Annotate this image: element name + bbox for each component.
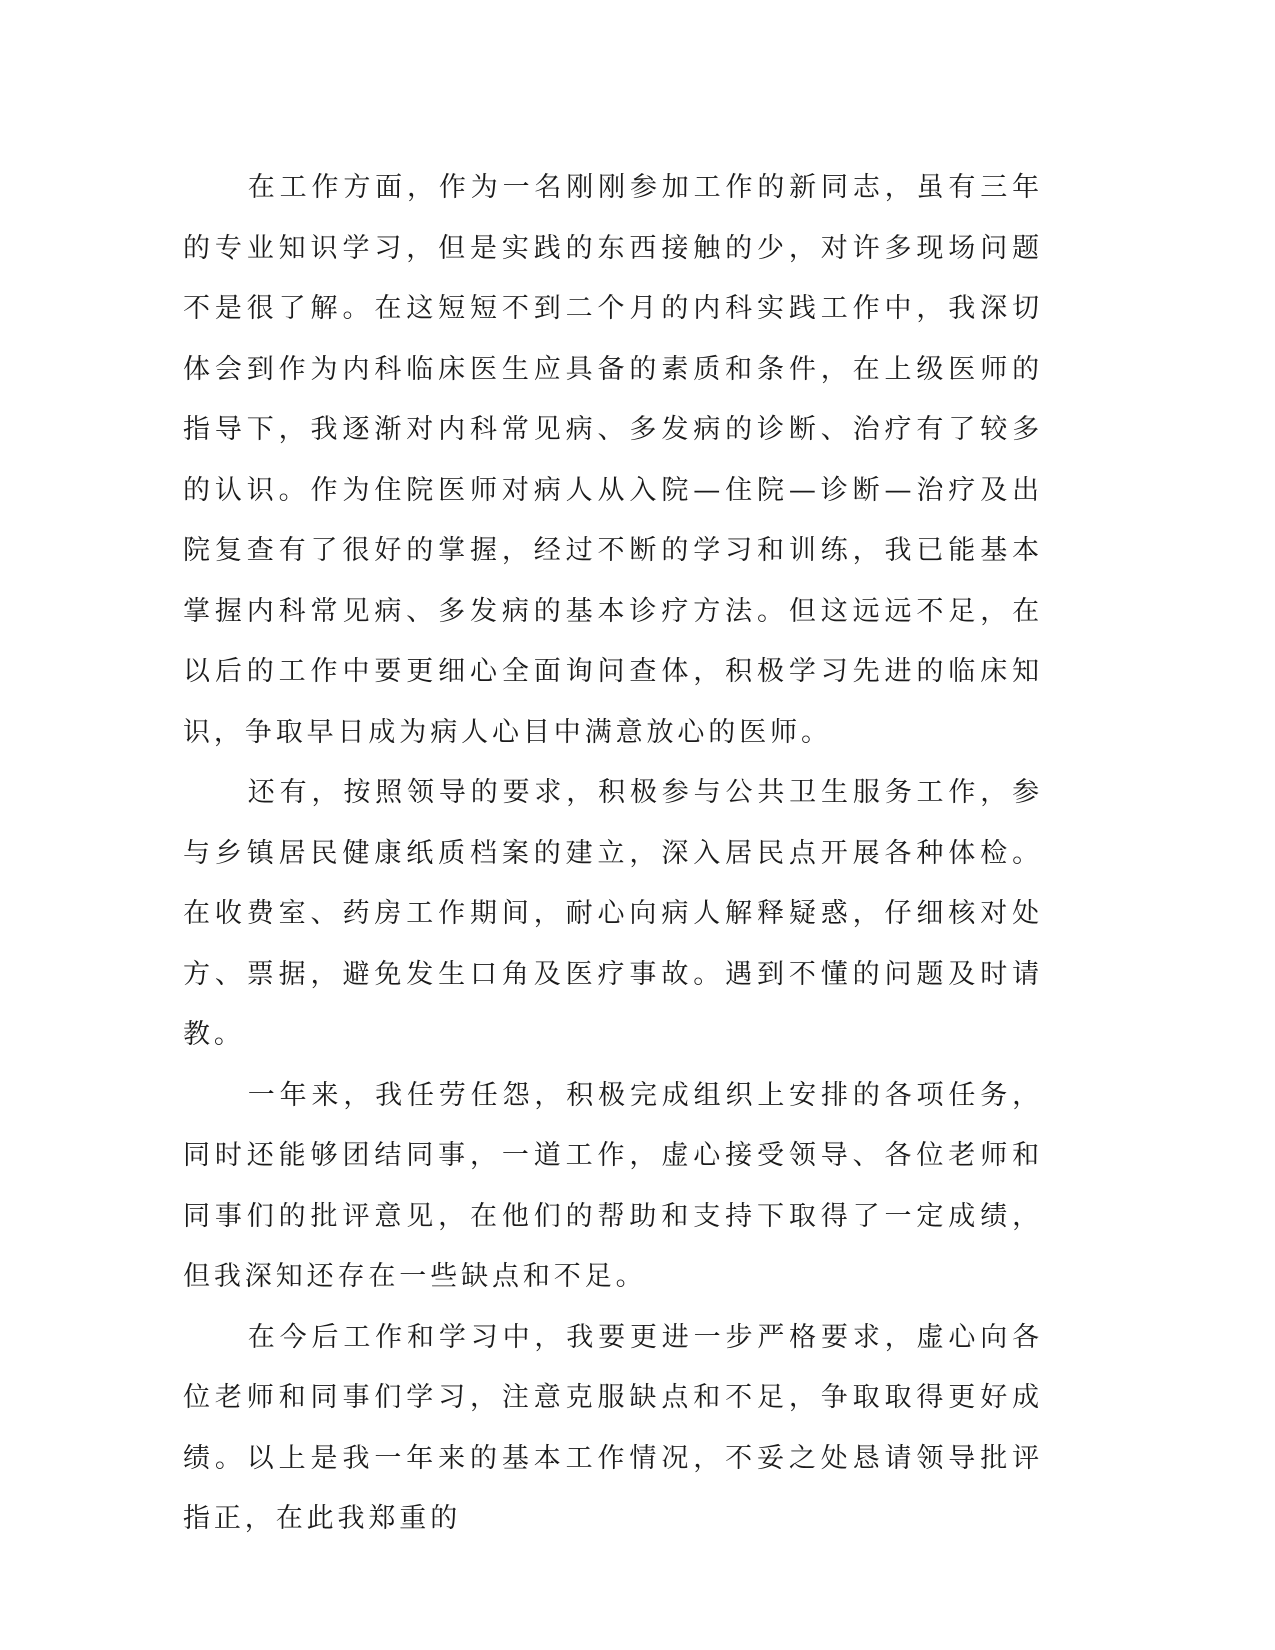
- paragraph-public-health-service: 还有，按照领导的要求，积极参与公共卫生服务工作，参与乡镇居民健康纸质档案的建立，深入居民点开展各种体检。在收费室、药房工作期间，耐心向病人解释疑惑，仔细核对处方、票据，避免发生口角及医疗事故。遇到不懂的问题及时请教。: [183, 777, 1043, 1050]
- paragraph-work-aspects: 在工作方面，作为一名刚刚参加工作的新同志，虽有三年的专业知识学习，但是实践的东西接触的少，对许多现场问题不是很了解。在这短短不到二个月的内科实践工作中，我深切体会到作为内科临床医生应具备的素质和条件，在上级医师的指导下，我逐渐对内科常见病、多发病的诊断、治疗有了较多的认识。作为住院医师对病人从入院—住院—诊断—治疗及出院复查有了很好的掌握，经过不断的学习和训练，我已能基本掌握内科常见病、多发病的基本诊疗方法。但这远远不足，在以后的工作中要更细心全面询问查体，积极学习先进的临床知识，争取早日成为病人心目中满意放心的医师。: [183, 172, 1043, 748]
- paragraph-future-plans: 在今后工作和学习中，我要更进一步严格要求，虚心向各位老师和同事们学习，注意克服缺点和不足，争取取得更好成绩。以上是我一年来的基本工作情况，不妥之处恳请领导批评指正，在此我郑重的: [183, 1321, 1043, 1534]
- paragraph-year-summary: 一年来，我任劳任怨，积极完成组织上安排的各项任务，同时还能够团结同事，一道工作，虚心接受领导、各位老师和同事们的批评意见，在他们的帮助和支持下取得了一定成绩，但我深知还存在一些缺点和不足。: [183, 1079, 1043, 1292]
- document-body: [183, 158, 1043, 1550]
